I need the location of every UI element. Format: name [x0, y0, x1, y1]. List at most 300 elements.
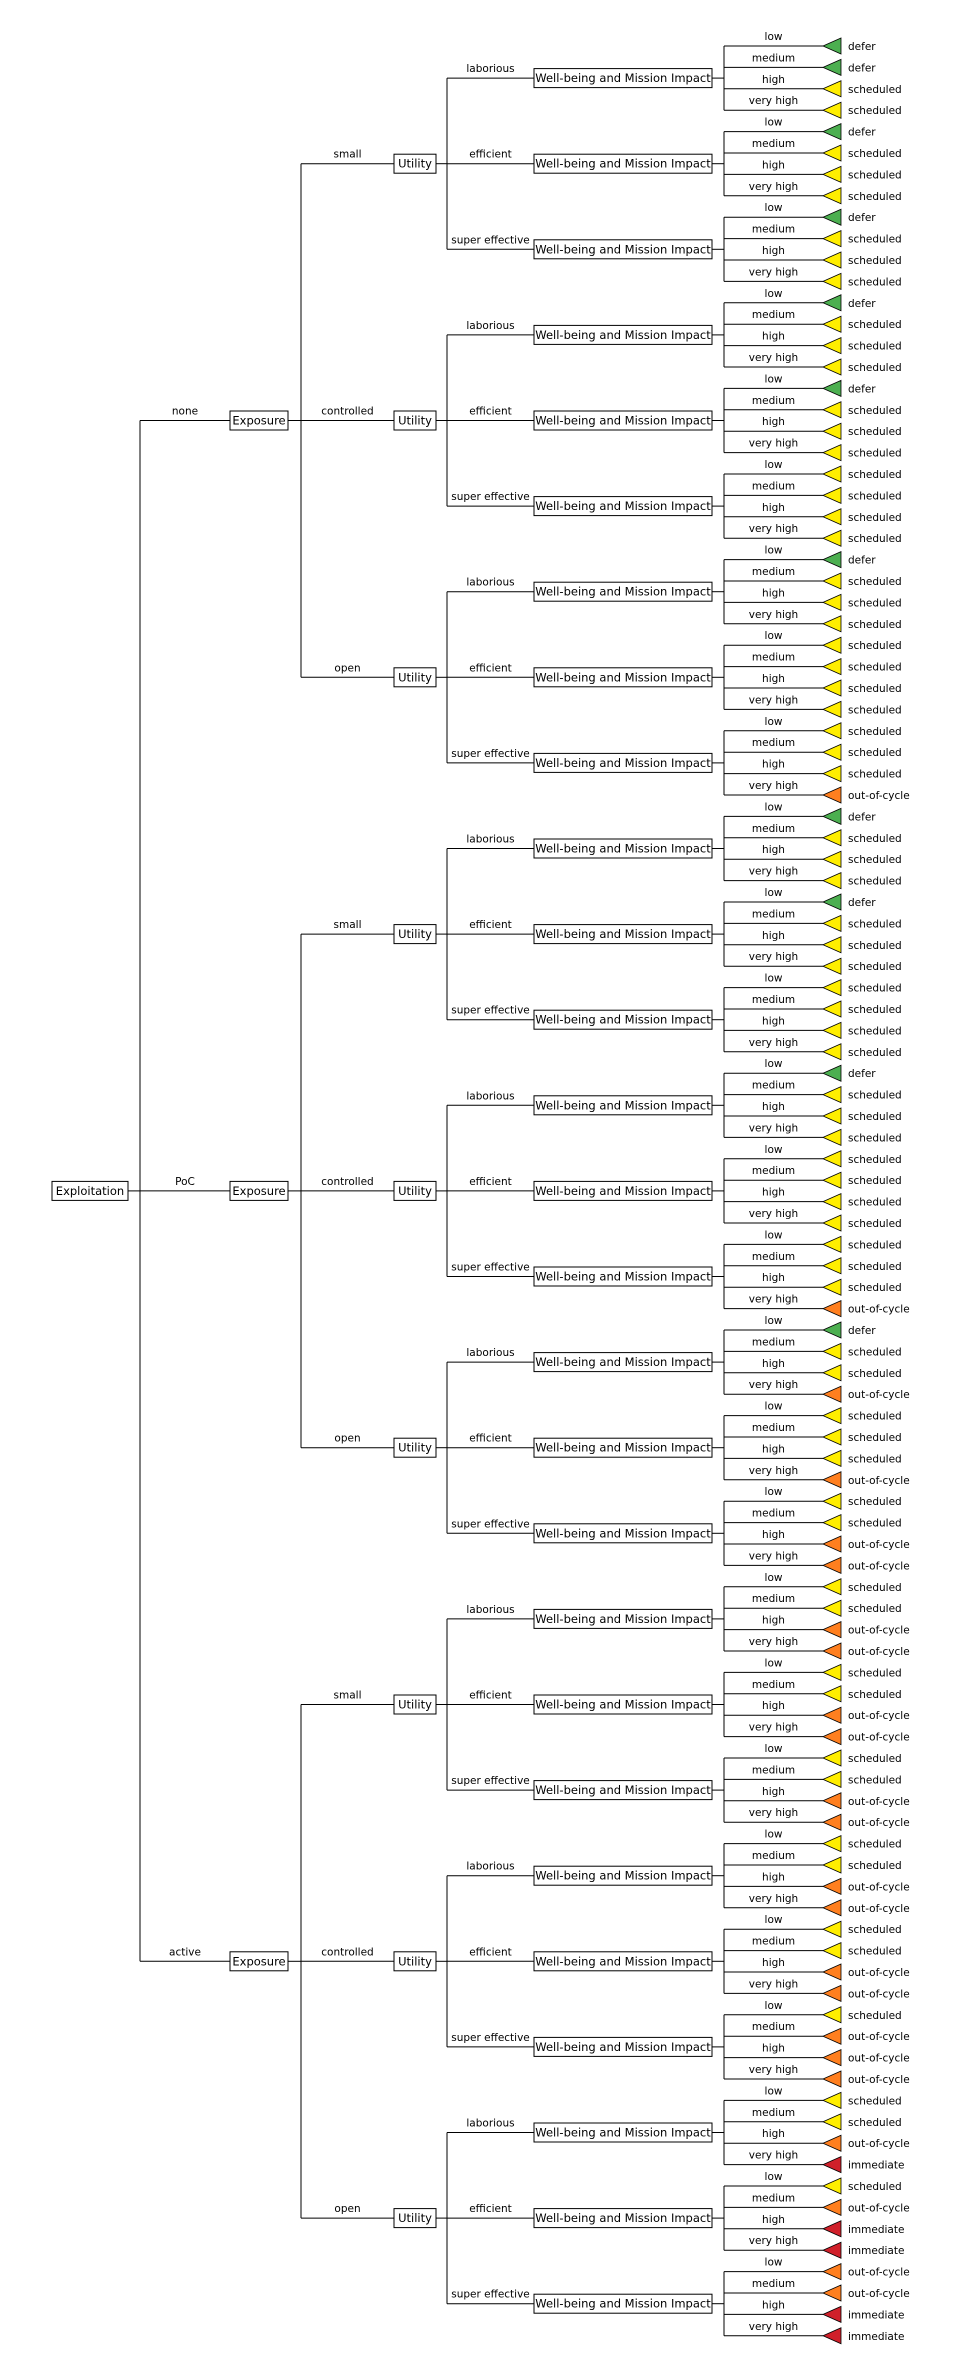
impact-node — [534, 1438, 712, 1457]
outcome-label: out-of-cycle — [848, 1646, 910, 1658]
impact-node-label: Well-being and Mission Impact — [535, 1012, 711, 1027]
outcome-label: scheduled — [848, 1218, 902, 1230]
outcome-label: out-of-cycle — [848, 1389, 910, 1402]
outcome-label: scheduled — [848, 854, 902, 867]
outcome-marker-out-of-cycle — [823, 1643, 841, 1659]
outcome-marker-scheduled — [823, 851, 841, 867]
edge-label-impact: low — [764, 1828, 783, 1841]
edge-label-impact: low — [764, 1999, 783, 2012]
outcome-marker-out-of-cycle — [823, 1707, 841, 1723]
impact-node-label: Well-being and Mission Impact — [535, 2296, 711, 2311]
edge-label-impact: high — [762, 1529, 785, 1541]
utility-node-label: Utility — [398, 927, 432, 942]
outcome-label: scheduled — [848, 576, 902, 588]
edge-label-impact: medium — [751, 480, 796, 493]
utility-node — [394, 1181, 436, 1200]
edge-label-utility: laborious — [466, 576, 515, 589]
edge-label-impact: low — [764, 544, 783, 557]
outcome-marker-out-of-cycle — [823, 1301, 841, 1317]
outcome-label: scheduled — [848, 148, 902, 160]
impact-node — [534, 154, 712, 173]
outcome-marker-scheduled — [823, 1108, 841, 1124]
edge-label-impact: low — [764, 1743, 783, 1755]
edge-label-impact: very high — [748, 1464, 799, 1477]
outcome-label: scheduled — [848, 490, 902, 503]
edge-label-utility: efficient — [469, 1689, 512, 1702]
outcome-label: immediate — [848, 2330, 905, 2343]
impact-node-label: Well-being and Mission Impact — [535, 927, 711, 942]
edge-label-impact: low — [764, 116, 783, 129]
edge-label-impact: very high — [748, 437, 799, 450]
outcome-label: scheduled — [848, 1153, 902, 1166]
edge-label-exploitation: active — [169, 1946, 201, 1959]
edge-label-utility: super effective — [451, 491, 530, 504]
outcome-label: scheduled — [848, 2116, 902, 2129]
outcome-label: scheduled — [848, 704, 902, 717]
impact-node-label: Well-being and Mission Impact — [535, 242, 711, 257]
edge-label-impact: medium — [751, 2278, 796, 2290]
impact-node — [534, 1096, 712, 1115]
utility-node-label: Utility — [398, 670, 432, 685]
outcome-label: out-of-cycle — [848, 2031, 910, 2044]
outcome-marker-scheduled — [823, 1151, 841, 1167]
outcome-label: defer — [848, 1325, 876, 1337]
outcome-marker-scheduled — [823, 2007, 841, 2023]
outcome-label: scheduled — [848, 618, 902, 631]
outcome-marker-scheduled — [823, 1001, 841, 1017]
outcome-marker-scheduled — [823, 1450, 841, 1466]
outcome-label: scheduled — [848, 640, 902, 653]
outcome-marker-defer — [823, 59, 841, 75]
impact-node — [534, 1353, 712, 1372]
edge-label-exploitation: PoC — [175, 1175, 195, 1188]
edge-label-impact: very high — [748, 95, 799, 108]
outcome-label: scheduled — [848, 1132, 902, 1145]
edge-label-impact: very high — [748, 352, 799, 364]
utility-node-label: Utility — [398, 1954, 432, 1969]
impact-node-label: Well-being and Mission Impact — [535, 1269, 711, 1284]
edge-label-exposure: open — [334, 662, 361, 675]
outcome-marker-defer — [823, 1065, 841, 1081]
edge-label-utility: efficient — [469, 2203, 512, 2216]
outcome-marker-out-of-cycle — [823, 1472, 841, 1488]
edge-label-exposure: controlled — [321, 1946, 374, 1959]
edge-label-impact: very high — [748, 694, 799, 707]
outcome-marker-scheduled — [823, 273, 841, 289]
edge-label-impact: low — [764, 287, 783, 300]
edge-label-impact: medium — [751, 1165, 796, 1178]
edge-label-impact: medium — [751, 1422, 796, 1434]
edge-label-impact: high — [762, 2128, 785, 2141]
edge-label-utility: laborious — [466, 833, 515, 846]
outcome-marker-scheduled — [823, 2178, 841, 2194]
edge-label-utility: efficient — [469, 1432, 512, 1445]
outcome-marker-defer — [823, 808, 841, 824]
edge-label-exposure: open — [334, 2203, 361, 2216]
outcome-label: scheduled — [848, 1196, 902, 1209]
outcome-marker-scheduled — [823, 1771, 841, 1787]
impact-node — [534, 1952, 712, 1971]
outcome-label: scheduled — [848, 1346, 902, 1359]
edge-label-impact: low — [764, 1914, 783, 1927]
outcome-marker-scheduled — [823, 701, 841, 717]
outcome-marker-scheduled — [823, 1408, 841, 1424]
outcome-label: scheduled — [848, 255, 902, 267]
outcome-label: scheduled — [848, 939, 902, 952]
impact-node-label: Well-being and Mission Impact — [535, 2125, 711, 2140]
outcome-marker-scheduled — [823, 231, 841, 247]
edge-label-impact: high — [762, 929, 785, 942]
utility-node-label: Utility — [398, 156, 432, 171]
edge-label-impact: very high — [748, 1550, 799, 1563]
edge-label-utility: efficient — [469, 919, 512, 932]
outcome-label: scheduled — [848, 340, 902, 353]
outcome-label: defer — [848, 212, 876, 225]
edge-label-impact: low — [764, 373, 783, 386]
outcome-marker-scheduled — [823, 1236, 841, 1252]
outcome-label: defer — [848, 554, 876, 567]
impact-node-label: Well-being and Mission Impact — [535, 1611, 711, 1626]
outcome-marker-scheduled — [823, 2114, 841, 2130]
exploitation-node-label: Exploitation — [55, 1183, 125, 1198]
outcome-label: scheduled — [848, 233, 902, 246]
edge-label-impact: very high — [748, 1807, 799, 1820]
outcome-label: scheduled — [848, 961, 902, 974]
edge-label-utility: super effective — [451, 1518, 530, 1531]
impact-node-label: Well-being and Mission Impact — [535, 1954, 711, 1969]
impact-node-label: Well-being and Mission Impact — [535, 1098, 711, 1113]
outcome-label: scheduled — [848, 2009, 902, 2022]
outcome-label: defer — [848, 62, 876, 75]
edge-label-impact: low — [764, 1315, 783, 1327]
edge-label-impact: high — [762, 1785, 785, 1798]
edge-label-impact: medium — [751, 309, 796, 322]
outcome-marker-scheduled — [823, 873, 841, 889]
outcome-marker-scheduled — [823, 466, 841, 482]
outcome-marker-scheduled — [823, 81, 841, 97]
outcome-marker-scheduled — [823, 1172, 841, 1188]
outcome-marker-immediate — [823, 2328, 841, 2344]
outcome-marker-scheduled — [823, 1129, 841, 1145]
edge-label-utility: super effective — [451, 2288, 530, 2301]
edge-label-impact: very high — [748, 2235, 799, 2248]
outcome-label: out-of-cycle — [848, 1988, 910, 2001]
edge-label-utility: super effective — [451, 747, 530, 760]
edge-label-impact: low — [764, 1400, 783, 1413]
edge-label-utility: efficient — [469, 662, 512, 675]
edge-label-impact: very high — [748, 1379, 799, 1392]
outcome-label: defer — [848, 897, 876, 909]
outcome-marker-out-of-cycle — [823, 2285, 841, 2301]
edge-label-impact: medium — [751, 1593, 796, 1606]
outcome-marker-scheduled — [823, 1022, 841, 1038]
impact-node — [534, 325, 712, 344]
utility-node — [394, 668, 436, 687]
edge-label-impact: medium — [751, 566, 796, 578]
outcome-marker-scheduled — [823, 616, 841, 632]
outcome-marker-immediate — [823, 2242, 841, 2258]
edge-label-impact: very high — [748, 1636, 799, 1648]
edge-label-impact: medium — [751, 2021, 796, 2034]
outcome-marker-scheduled — [823, 637, 841, 653]
edge-label-impact: very high — [748, 1122, 799, 1135]
outcome-label: scheduled — [848, 1432, 902, 1444]
outcome-marker-out-of-cycle — [823, 1878, 841, 1894]
exposure-node — [230, 1952, 288, 1971]
outcome-marker-scheduled — [823, 530, 841, 546]
edge-label-impact: medium — [751, 1935, 796, 1948]
outcome-marker-scheduled — [823, 1044, 841, 1060]
edge-label-impact: very high — [748, 780, 799, 792]
outcome-marker-scheduled — [823, 509, 841, 525]
edge-label-impact: very high — [748, 1892, 799, 1905]
edge-label-impact: low — [764, 2256, 783, 2269]
outcome-label: out-of-cycle — [848, 1881, 910, 1894]
edge-label-impact: medium — [751, 2106, 796, 2119]
edge-label-utility: efficient — [469, 1175, 512, 1188]
impact-node-label: Well-being and Mission Impact — [535, 841, 711, 856]
impact-node — [534, 2037, 712, 2056]
impact-node — [534, 753, 712, 772]
impact-node-label: Well-being and Mission Impact — [535, 499, 711, 514]
outcome-label: out-of-cycle — [848, 1795, 910, 1808]
outcome-label: scheduled — [848, 832, 902, 845]
exploitation-node — [52, 1181, 128, 1200]
outcome-label: out-of-cycle — [848, 2266, 910, 2279]
edge-label-impact: low — [764, 887, 783, 899]
outcome-marker-out-of-cycle — [823, 1622, 841, 1638]
edge-label-impact: high — [762, 2213, 785, 2226]
outcome-marker-scheduled — [823, 2092, 841, 2108]
outcome-label: scheduled — [848, 768, 902, 781]
edge-label-impact: high — [762, 1272, 785, 1285]
edge-label-exposure: open — [334, 1432, 361, 1445]
edge-label-impact: low — [764, 801, 783, 814]
outcome-marker-scheduled — [823, 744, 841, 760]
outcome-marker-scheduled — [823, 1429, 841, 1445]
edge-label-impact: medium — [751, 1678, 796, 1691]
edge-label-impact: medium — [751, 737, 796, 750]
edge-label-impact: very high — [748, 608, 799, 621]
outcome-label: scheduled — [848, 511, 902, 524]
outcome-marker-scheduled — [823, 937, 841, 953]
utility-node — [394, 925, 436, 944]
outcome-marker-scheduled — [823, 723, 841, 739]
edge-label-impact: high — [762, 73, 785, 86]
outcome-label: out-of-cycle — [848, 1303, 910, 1316]
edge-label-impact: very high — [748, 1721, 799, 1734]
edge-label-impact: high — [762, 844, 785, 857]
outcome-label: scheduled — [848, 276, 902, 289]
exposure-node — [230, 411, 288, 430]
edge-label-impact: low — [764, 2085, 783, 2098]
outcome-marker-out-of-cycle — [823, 1793, 841, 1809]
edge-label-impact: low — [764, 1229, 783, 1242]
outcome-label: scheduled — [848, 1688, 902, 1701]
edge-label-impact: very high — [748, 2149, 799, 2162]
outcome-marker-out-of-cycle — [823, 2135, 841, 2151]
edge-label-utility: laborious — [466, 319, 515, 332]
outcome-label: scheduled — [848, 404, 902, 417]
exposure-node-label: Exposure — [232, 1183, 286, 1198]
outcome-marker-scheduled — [823, 573, 841, 589]
edge-label-utility: laborious — [466, 63, 515, 76]
impact-node — [534, 411, 712, 430]
outcome-marker-scheduled — [823, 445, 841, 461]
outcome-label: scheduled — [848, 1753, 902, 1765]
outcome-label: scheduled — [848, 447, 902, 460]
outcome-marker-out-of-cycle — [823, 2071, 841, 2087]
utility-node-label: Utility — [398, 413, 432, 428]
outcome-label: scheduled — [848, 1667, 902, 1680]
edge-label-impact: high — [762, 2299, 785, 2312]
impact-node — [534, 839, 712, 858]
outcome-marker-scheduled — [823, 915, 841, 931]
outcome-label: out-of-cycle — [848, 2052, 910, 2065]
utility-node — [394, 1695, 436, 1714]
outcome-marker-scheduled — [823, 102, 841, 118]
edge-label-impact: high — [762, 1101, 785, 1113]
outcome-marker-out-of-cycle — [823, 1964, 841, 1980]
edge-label-impact: very high — [748, 266, 799, 279]
edge-label-impact: very high — [748, 2064, 799, 2076]
edge-label-impact: low — [764, 459, 783, 471]
utility-node-label: Utility — [398, 1183, 432, 1198]
outcome-label: out-of-cycle — [848, 1967, 910, 1979]
outcome-label: scheduled — [848, 190, 902, 203]
edge-label-utility: laborious — [466, 1860, 515, 1873]
outcome-marker-out-of-cycle — [823, 2264, 841, 2280]
outcome-marker-scheduled — [823, 1087, 841, 1103]
edge-label-exposure: small — [333, 919, 362, 932]
utility-node — [394, 154, 436, 173]
outcome-marker-defer — [823, 894, 841, 910]
edge-label-impact: high — [762, 2042, 785, 2055]
edge-label-impact: very high — [748, 1208, 799, 1220]
impact-node-label: Well-being and Mission Impact — [535, 413, 711, 428]
outcome-marker-scheduled — [823, 338, 841, 354]
edge-label-utility: laborious — [466, 2117, 515, 2130]
outcome-marker-scheduled — [823, 316, 841, 332]
outcome-marker-immediate — [823, 2221, 841, 2237]
outcome-marker-scheduled — [823, 594, 841, 610]
outcome-label: immediate — [848, 2159, 905, 2172]
outcome-marker-scheduled — [823, 1579, 841, 1595]
edge-label-utility: laborious — [466, 1603, 515, 1616]
impact-node-label: Well-being and Mission Impact — [535, 71, 711, 86]
edge-label-impact: medium — [751, 1764, 796, 1777]
outcome-marker-out-of-cycle — [823, 1814, 841, 1830]
outcome-marker-defer — [823, 209, 841, 225]
outcome-marker-scheduled — [823, 1750, 841, 1766]
edge-label-impact: medium — [751, 908, 796, 921]
edge-label-utility: efficient — [469, 405, 512, 418]
edge-label-impact: medium — [751, 1079, 796, 1092]
impact-node-label: Well-being and Mission Impact — [535, 156, 711, 171]
edge-label-impact: medium — [751, 223, 796, 236]
edge-label-utility: laborious — [466, 1090, 515, 1103]
outcome-label: defer — [848, 811, 876, 824]
exposure-node-label: Exposure — [232, 1954, 286, 1969]
edge-label-impact: high — [762, 1186, 785, 1199]
outcome-marker-scheduled — [823, 1493, 841, 1509]
impact-node — [534, 582, 712, 601]
outcome-label: scheduled — [848, 1175, 902, 1188]
impact-node-label: Well-being and Mission Impact — [535, 327, 711, 342]
edge-label-impact: low — [764, 31, 783, 43]
edge-label-impact: high — [762, 1614, 785, 1627]
exposure-node — [230, 1181, 288, 1200]
edge-label-impact: high — [762, 587, 785, 600]
outcome-label: scheduled — [848, 1945, 902, 1958]
edge-label-impact: medium — [751, 394, 796, 407]
outcome-marker-out-of-cycle — [823, 1900, 841, 1916]
impact-node-label: Well-being and Mission Impact — [535, 755, 711, 770]
outcome-label: scheduled — [848, 2181, 902, 2193]
outcome-marker-scheduled — [823, 1857, 841, 1873]
outcome-marker-scheduled — [823, 1836, 841, 1852]
outcome-marker-out-of-cycle — [823, 2028, 841, 2044]
edge-label-impact: medium — [751, 651, 796, 664]
impact-node-label: Well-being and Mission Impact — [535, 1783, 711, 1798]
outcome-label: out-of-cycle — [848, 2074, 910, 2086]
impact-node-label: Well-being and Mission Impact — [535, 1697, 711, 1712]
outcome-marker-scheduled — [823, 958, 841, 974]
outcome-marker-out-of-cycle — [823, 2050, 841, 2066]
edge-label-impact: low — [764, 1143, 783, 1156]
outcome-label: scheduled — [848, 105, 902, 118]
edge-label-utility: laborious — [466, 1347, 515, 1360]
outcome-marker-scheduled — [823, 188, 841, 204]
outcome-marker-scheduled — [823, 659, 841, 675]
outcome-label: scheduled — [848, 1111, 902, 1123]
outcome-marker-out-of-cycle — [823, 1985, 841, 2001]
outcome-marker-scheduled — [823, 980, 841, 996]
outcome-label: scheduled — [848, 918, 902, 931]
outcome-marker-scheduled — [823, 1943, 841, 1959]
outcome-label: scheduled — [848, 747, 902, 760]
impact-node-label: Well-being and Mission Impact — [535, 1355, 711, 1370]
outcome-label: scheduled — [848, 597, 902, 610]
impact-node-label: Well-being and Mission Impact — [535, 584, 711, 599]
outcome-label: scheduled — [848, 1774, 902, 1787]
edge-label-impact: low — [764, 2171, 783, 2183]
outcome-marker-scheduled — [823, 423, 841, 439]
outcome-label: out-of-cycle — [848, 1710, 910, 1723]
impact-node-label: Well-being and Mission Impact — [535, 1440, 711, 1455]
edge-label-utility: efficient — [469, 148, 512, 161]
edge-label-exposure: small — [333, 148, 362, 161]
outcome-label: scheduled — [848, 683, 902, 695]
edge-label-impact: medium — [751, 1507, 796, 1520]
outcome-label: out-of-cycle — [848, 790, 910, 802]
impact-node-label: Well-being and Mission Impact — [535, 2039, 711, 2054]
utility-node — [394, 1438, 436, 1457]
edge-label-impact: high — [762, 1700, 785, 1713]
outcome-label: scheduled — [848, 1046, 902, 1059]
outcome-label: defer — [848, 383, 876, 396]
edge-label-impact: low — [764, 1486, 783, 1499]
outcome-label: scheduled — [848, 1603, 902, 1616]
outcome-label: defer — [848, 1068, 876, 1081]
impact-node-label: Well-being and Mission Impact — [535, 2211, 711, 2226]
impact-node — [534, 2123, 712, 2142]
impact-node — [534, 925, 712, 944]
outcome-marker-defer — [823, 295, 841, 311]
edge-label-impact: very high — [748, 180, 799, 193]
outcome-marker-scheduled — [823, 145, 841, 161]
outcome-label: scheduled — [848, 469, 902, 481]
